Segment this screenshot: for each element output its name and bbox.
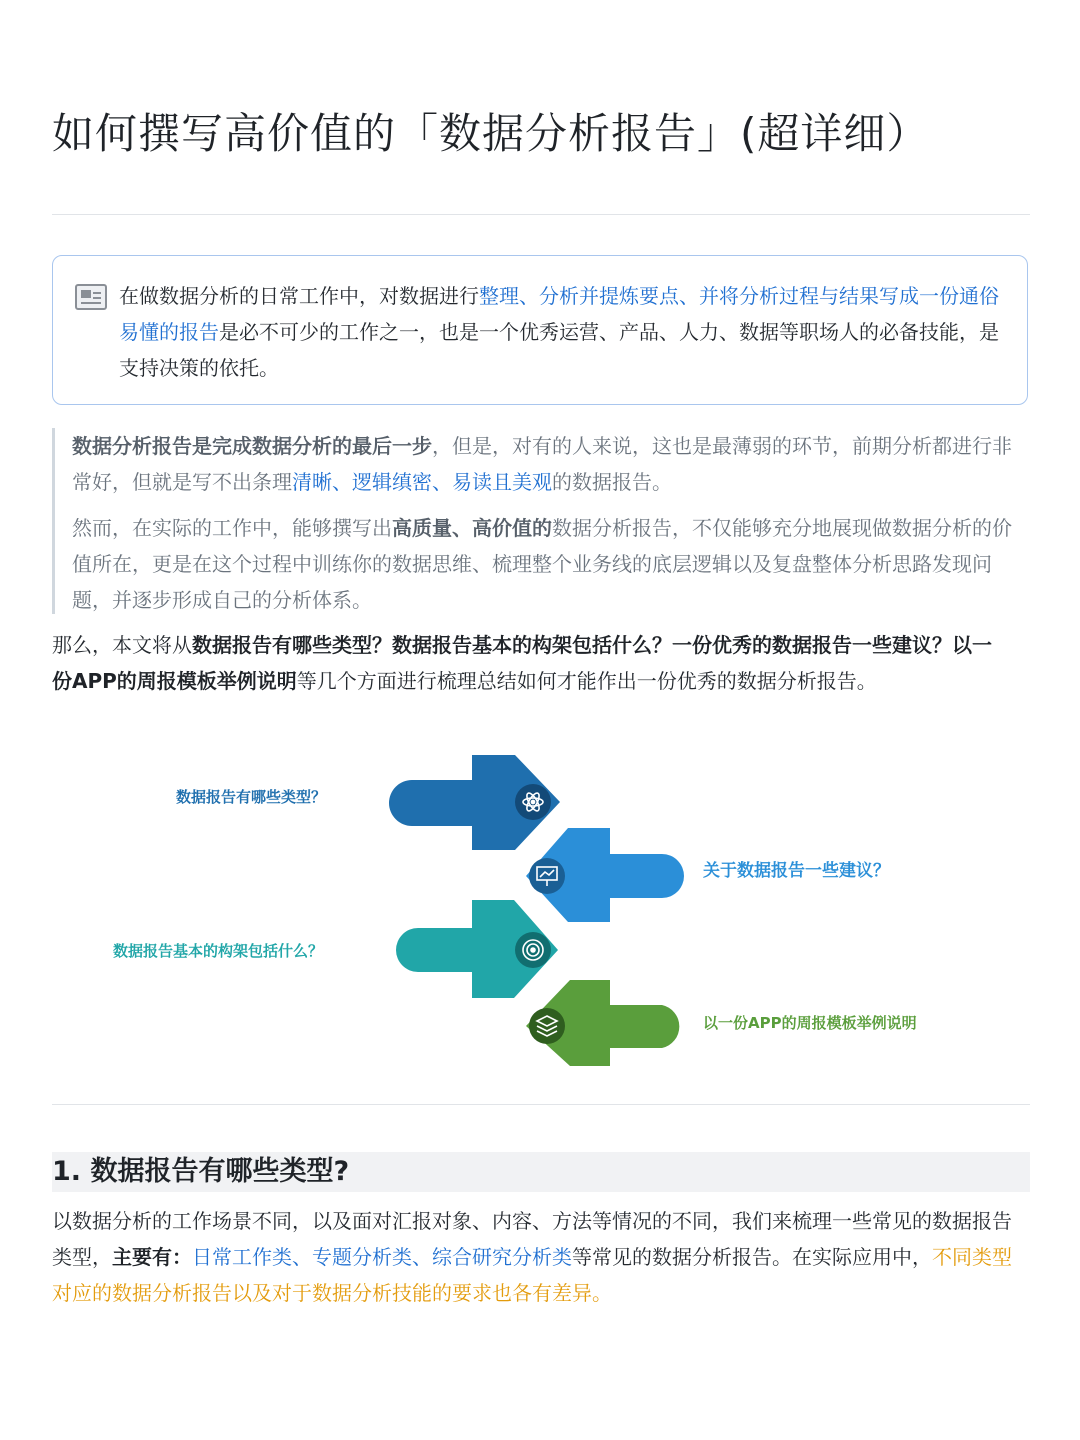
section-1-highlight: 不同类型对应的数据分析报告以及对于数据分析技能的要求也各有差异。 [52, 1245, 1012, 1305]
title-divider [52, 214, 1030, 215]
intro-text-b: 等几个方面进行梳理总结如何才能作出一份优秀的数据分析报告。 [296, 669, 877, 693]
quote-text-2a: 然而，在实际的工作中，能够撰写出 [72, 516, 392, 540]
quote-bold-1: 数据分析报告是完成数据分析的最后一步 [72, 434, 432, 458]
outline-diagram [100, 750, 980, 1070]
diagram-arrow-1 [176, 755, 560, 850]
quote-paragraph-2 [72, 510, 1030, 618]
section-1-text-b: 等常见的数据分析报告。在实际应用中， [572, 1245, 932, 1269]
callout-text-b: 是必不可少的工作之一，也是一个优秀运营、产品、人力、数据等职场人的必备技能，是支持决策的依托。 [119, 320, 999, 380]
quote-text-1a: ，但是，对有的人来说，这也是最薄弱的环节，前期分析都进行非常好，但就是写不出条理 [72, 434, 1012, 494]
section-divider [52, 1104, 1030, 1105]
intro-callout [52, 255, 1028, 405]
diagram-arrow-4 [526, 980, 917, 1066]
diagram-label-1: 数据报告有哪些类型？ [176, 788, 327, 806]
callout-text [119, 278, 999, 386]
intro-bold: 数据报告有哪些类型？数据报告基本的构架包括什么？一份优秀的数据报告一些建议？以一份APP的周报模板举例说明 [52, 633, 992, 693]
diagram-arrow-3 [113, 900, 558, 998]
newspaper-icon [75, 284, 107, 310]
quote-paragraph-1 [72, 428, 1030, 500]
section-1-bold: 主要有： [112, 1245, 192, 1269]
callout-text-a: 在做数据分析的日常工作中，对数据进行 [119, 284, 479, 308]
diagram-label-3: 数据报告基本的构架包括什么？ [113, 942, 324, 960]
intro-paragraph [52, 627, 1002, 699]
blockquote [52, 428, 1030, 614]
quote-highlight: 清晰、逻辑缜密、易读且美观 [292, 470, 552, 494]
section-1-heading: 1. 数据报告有哪些类型? [52, 1152, 1030, 1192]
section-1-report-types: 日常工作类、专题分析类、综合研究分析类 [192, 1245, 572, 1269]
diagram-label-2: 关于数据报告一些建议？ [703, 861, 890, 881]
page-title: 如何撰写高价值的「数据分析报告」(超详细） [52, 109, 930, 158]
intro-text-a: 那么，本文将从 [52, 633, 192, 657]
diagram-label-4: 以一份APP的周报模板举例说明 [703, 1014, 917, 1032]
section-1-paragraph [52, 1203, 1017, 1311]
diagram-arrow-2 [526, 828, 890, 922]
section-1-text-a: 以数据分析的工作场景不同，以及面对汇报对象、内容、方法等情况的不同，我们来梳理一些常见的数据报告类型， [52, 1209, 1012, 1269]
quote-text-2b: 数据分析报告，不仅能够充分地展现做数据分析的价值所在，更是在这个过程中训练你的数据思维、梳理整个业务线的底层逻辑以及复盘整体分析思路发现问题，并逐步形成自己的分析体系。 [72, 516, 1012, 612]
quote-bold-2: 高质量、高价值的 [392, 516, 552, 540]
quote-text-1b: 的数据报告。 [552, 470, 672, 494]
callout-highlight: 整理、分析并提炼要点、并将分析过程与结果写成一份通俗易懂的报告 [119, 284, 999, 344]
